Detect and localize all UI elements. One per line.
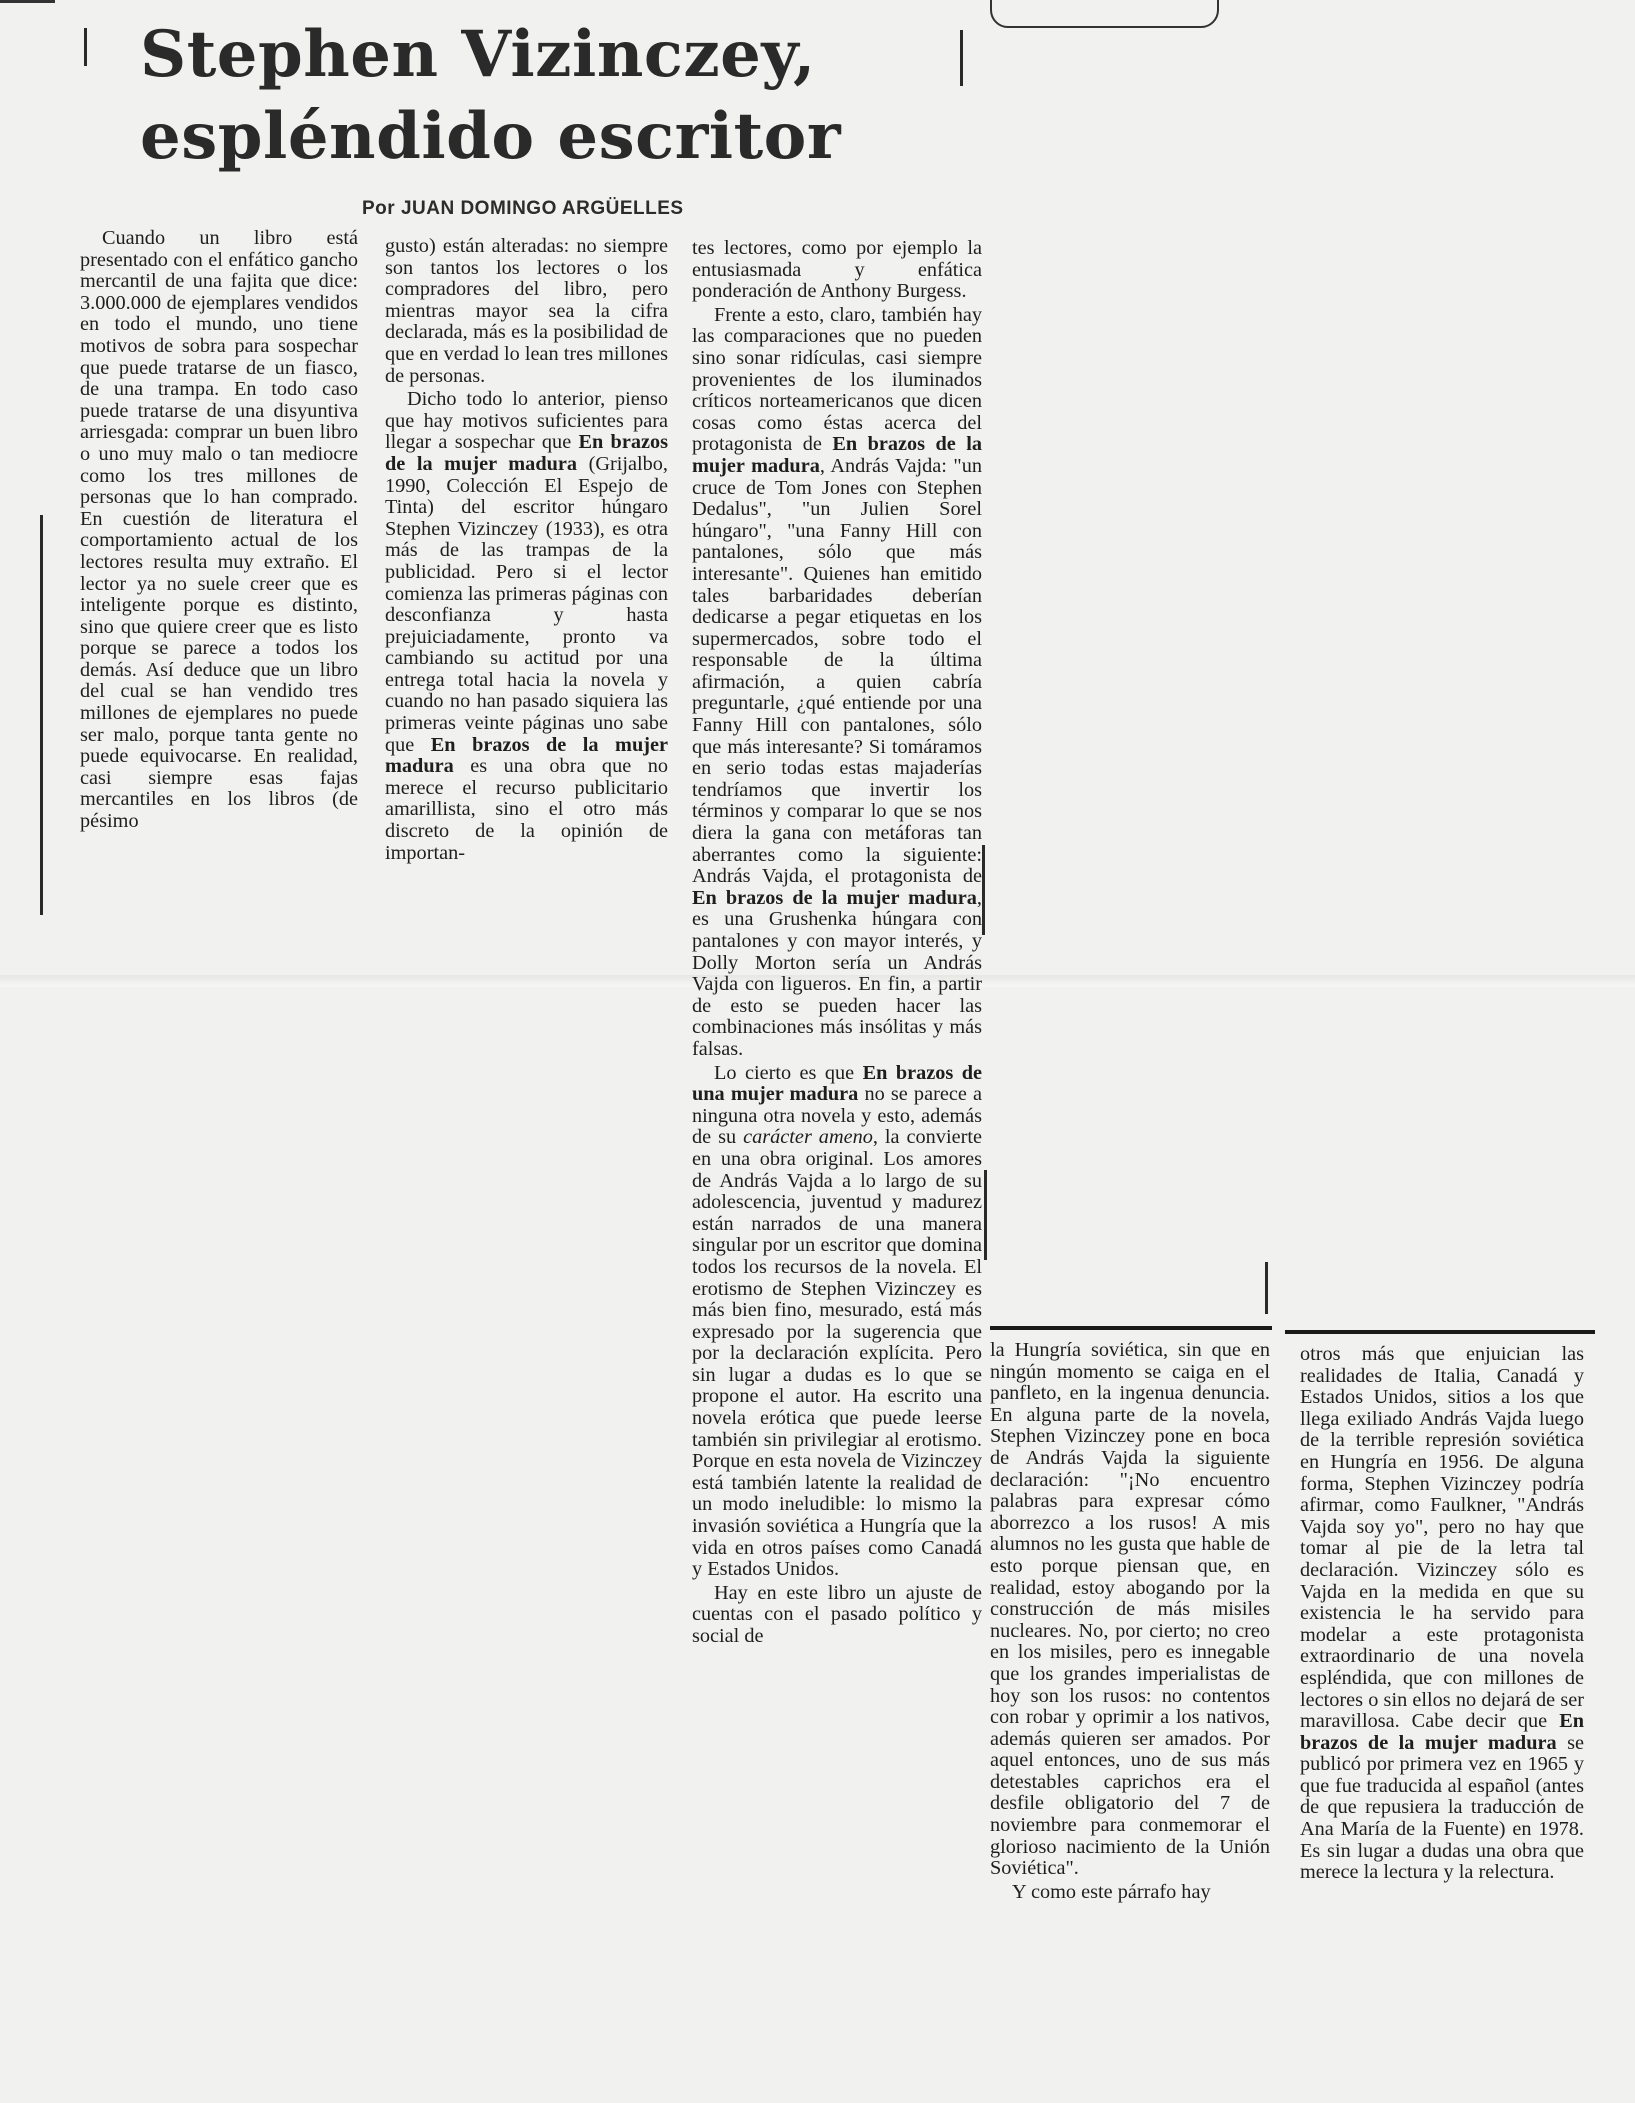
text-run: , la convierte en una obra original. Los amores de András Vajda a lo largo de su adolescencia, juventud y madurez están narrados de una manera singular por un escritor que domina todos los recursos de la novela. El erotismo de Stephen Vizinczey es más bien fino, mesurado, está más expresado por la sugerencia que por la declaración explícita. Pero sin lugar a dudas es lo que se propone el autor. Ha escrito una novela erótica que puede leerse también sin privilegiar al erotismo. Porque en esta novela de Vizinczey está también latente la realidad de un modo ineludible: lo mismo la invasión soviética a Hungría que la vida en otros países como Canadá y Estados Unidos. (692, 1126, 982, 1581)
headline-line-1: Stephen Vizinczey, (140, 17, 816, 92)
book-title: En brazos de la mujer madura (1300, 1710, 1584, 1754)
book-title: En brazos de la mujer madura (692, 886, 977, 909)
margin-bracket (982, 845, 985, 935)
text-run: Dicho todo lo anterior, pienso que hay motivos suficientes para llegar a sospechar que (385, 388, 668, 454)
clipping-edge-mark (0, 0, 55, 3)
paragraph: Cuando un libro está presentado con el enfático gancho mercantil de una fajita que dice: 3.000.000 de ejemplares vendidos en todo el mundo, uno tiene motivos de sobra para sospechar que puede tratarse de un fiasco, de una trampa. En todo caso puede tratarse de una disyuntiva arriesgada: comprar un buen libro o uno muy malo o tan mediocre como los tres millones de personas que lo han comprado. En cuestión de literatura el comportamiento actual de los lectores resulta muy extraño. El lector ya no suele creer que es inteligente porque es distinto, sino que quiere creer que es listo porque se parece a todos los demás. Así deduce que un libro del cual se han vendido tres millones de ejemplares no puede ser malo, porque tanta gente no puede equivocarse. En realidad, casi siempre esas fajas mercantiles en los libros (de pésimo (80, 227, 358, 833)
book-title: En brazos de la mujer madura (692, 433, 982, 477)
paragraph (692, 1063, 982, 1581)
column-top-rule (990, 1326, 1272, 1330)
text-run: no se parece a ninguna otra novela y esto, además de su (692, 1083, 982, 1149)
article-column-2 (385, 236, 668, 864)
text-run: se publicó por primera vez en 1965 y que fue traducida al español (antes de que repusiera la traducción de Ana María de la Fuente) en 1978. Es sin lugar a dudas una obra que merece la lectura y la relectura. (1300, 1731, 1584, 1884)
emphasis: carácter ameno (743, 1126, 873, 1149)
text-run: otros más que enjuician las realidades de Italia, Canadá y Estados Unidos, sitios a los que llega exiliado András Vajda luego de la terrible represión soviética en Hungría en 1956. De alguna forma, Stephen Vizinczey podría afirmar, como Faulkner, "András Vajda soy yo", pero no hay que tomar al pie de la letra tal declaración. Vizinczey sólo es Vajda en la medida en que su existencia le ha servido para modelar a este protagonista extraordinario de una novela espléndida, que con millones de lectores o sin ellos no dejará de ser maravillosa. Cabe decir que (1300, 1343, 1584, 1733)
margin-mark (960, 30, 963, 86)
text-run: (Grijalbo, 1990, Colección El Espejo de Tinta) del escritor húngaro Stephen Vizinczey (1933), es otra más de las trampas de la publicidad. Pero si el lector comienza las primeras páginas con desconfianza y hasta prejuiciadamente, pronto va cambiando su actitud por una entrega total hacia la novela y cuando no han pasado siquiera las primeras veinte páginas uno sabe que (385, 452, 668, 756)
text-run: , András Vajda: "un cruce de Tom Jones con Stephen Dedalus", "un Julien Sorel húngaro", "una Fanny Hill con pantalones, sólo que más interesante". Quienes han emitido tales barbaridades deberían dedicarse a pegar etiquetas en los supermercados, sobre todo el responsable de la última afirmación, a quien cabría preguntarle, ¿qué entiende por una Fanny Hill con pantalones, sólo que más interesante? Si tomáramos en serio todas estas majaderías tendríamos que invertir los términos y comparar lo que se nos diera la gana con metáforas tan aberrantes como la siguiente: András Vajda, el protagonista de (692, 454, 982, 888)
paragraph (385, 389, 668, 864)
book-title: En brazos de la mujer madura (385, 431, 668, 475)
paragraph: la Hungría soviética, sin que en ningún momento se caiga en el panfleto, en la ingenua denuncia. En alguna parte de la novela, Stephen Vizinczey pone en boca de András Vajda la siguiente declaración: "¡No encuentro palabras para expresar cómo aborrezco a los rusos! A mis alumnos no les gusta que hable de esto porque piensan que, en realidad, estoy abogando por la construcción de más misiles nucleares. No, por cierto; no creo en los misiles, pero es innegable que los grandes imperialistas de hoy son los rusos: no contentos con robar y oprimir a los nativos, además quieren ser amados. Por aquel entonces, uno de sus más detestables caprichos era el desfile obligatorio del 7 de noviembre para conmemorar el glorioso nacimiento de la Unión Soviética". (990, 1339, 1270, 1880)
text-run: Frente a esto, claro, también hay las comparaciones que no pueden sino sonar ridículas, casi siempre provenientes de los iluminados críticos norteamericanos que dicen cosas como éstas acerca del protagonista de (692, 303, 982, 456)
text-run: Lo cierto es que (714, 1061, 863, 1084)
paragraph: tes lectores, como por ejemplo la entusiasmada y enfática ponderación de Anthony Burgess. (692, 237, 982, 303)
headline-line-2: espléndido escritor (140, 99, 842, 174)
margin-bracket (984, 1170, 987, 1260)
clipping-corner-frame (990, 0, 1219, 28)
paragraph (692, 305, 982, 1061)
book-title: En brazos de la mujer madura (385, 733, 668, 778)
article-column-3 (692, 238, 982, 1648)
paragraph (1300, 1344, 1584, 1884)
article-column-5 (1300, 1344, 1584, 1884)
book-title: En brazos de una mujer madura (692, 1061, 982, 1106)
margin-bracket (40, 515, 43, 915)
article-column-4 (990, 1340, 1270, 1903)
text-run: es una obra que no merece el recurso publicitario amarillista, sino el otro más discreto de la opinión de importan- (385, 755, 668, 864)
column-top-rule (1285, 1330, 1595, 1334)
margin-mark (1265, 1262, 1268, 1314)
text-run: , es una Grushenka húngara con pantalones y con mayor interés, y Dolly Morton sería un András Vajda con ligueros. En fin, a partir de esto se pueden hacer las combinaciones más insólitas y más falsas. (692, 886, 982, 1060)
paragraph: Y como este párrafo hay (1012, 1880, 1211, 1903)
paragraph: Hay en este libro un ajuste de cuentas con el pasado político y social de (692, 1581, 982, 1647)
article-byline: Por JUAN DOMINGO ARGÜELLES (362, 198, 684, 219)
article-column-1 (80, 228, 358, 833)
article-headline (140, 14, 940, 178)
margin-mark (84, 28, 87, 66)
paragraph: gusto) están alteradas: no siempre son tantos los lectores o los compradores del libro, pero mientras mayor sea la cifra declarada, más es la posibilidad de que en verdad lo lean tres millones de personas. (385, 235, 668, 387)
